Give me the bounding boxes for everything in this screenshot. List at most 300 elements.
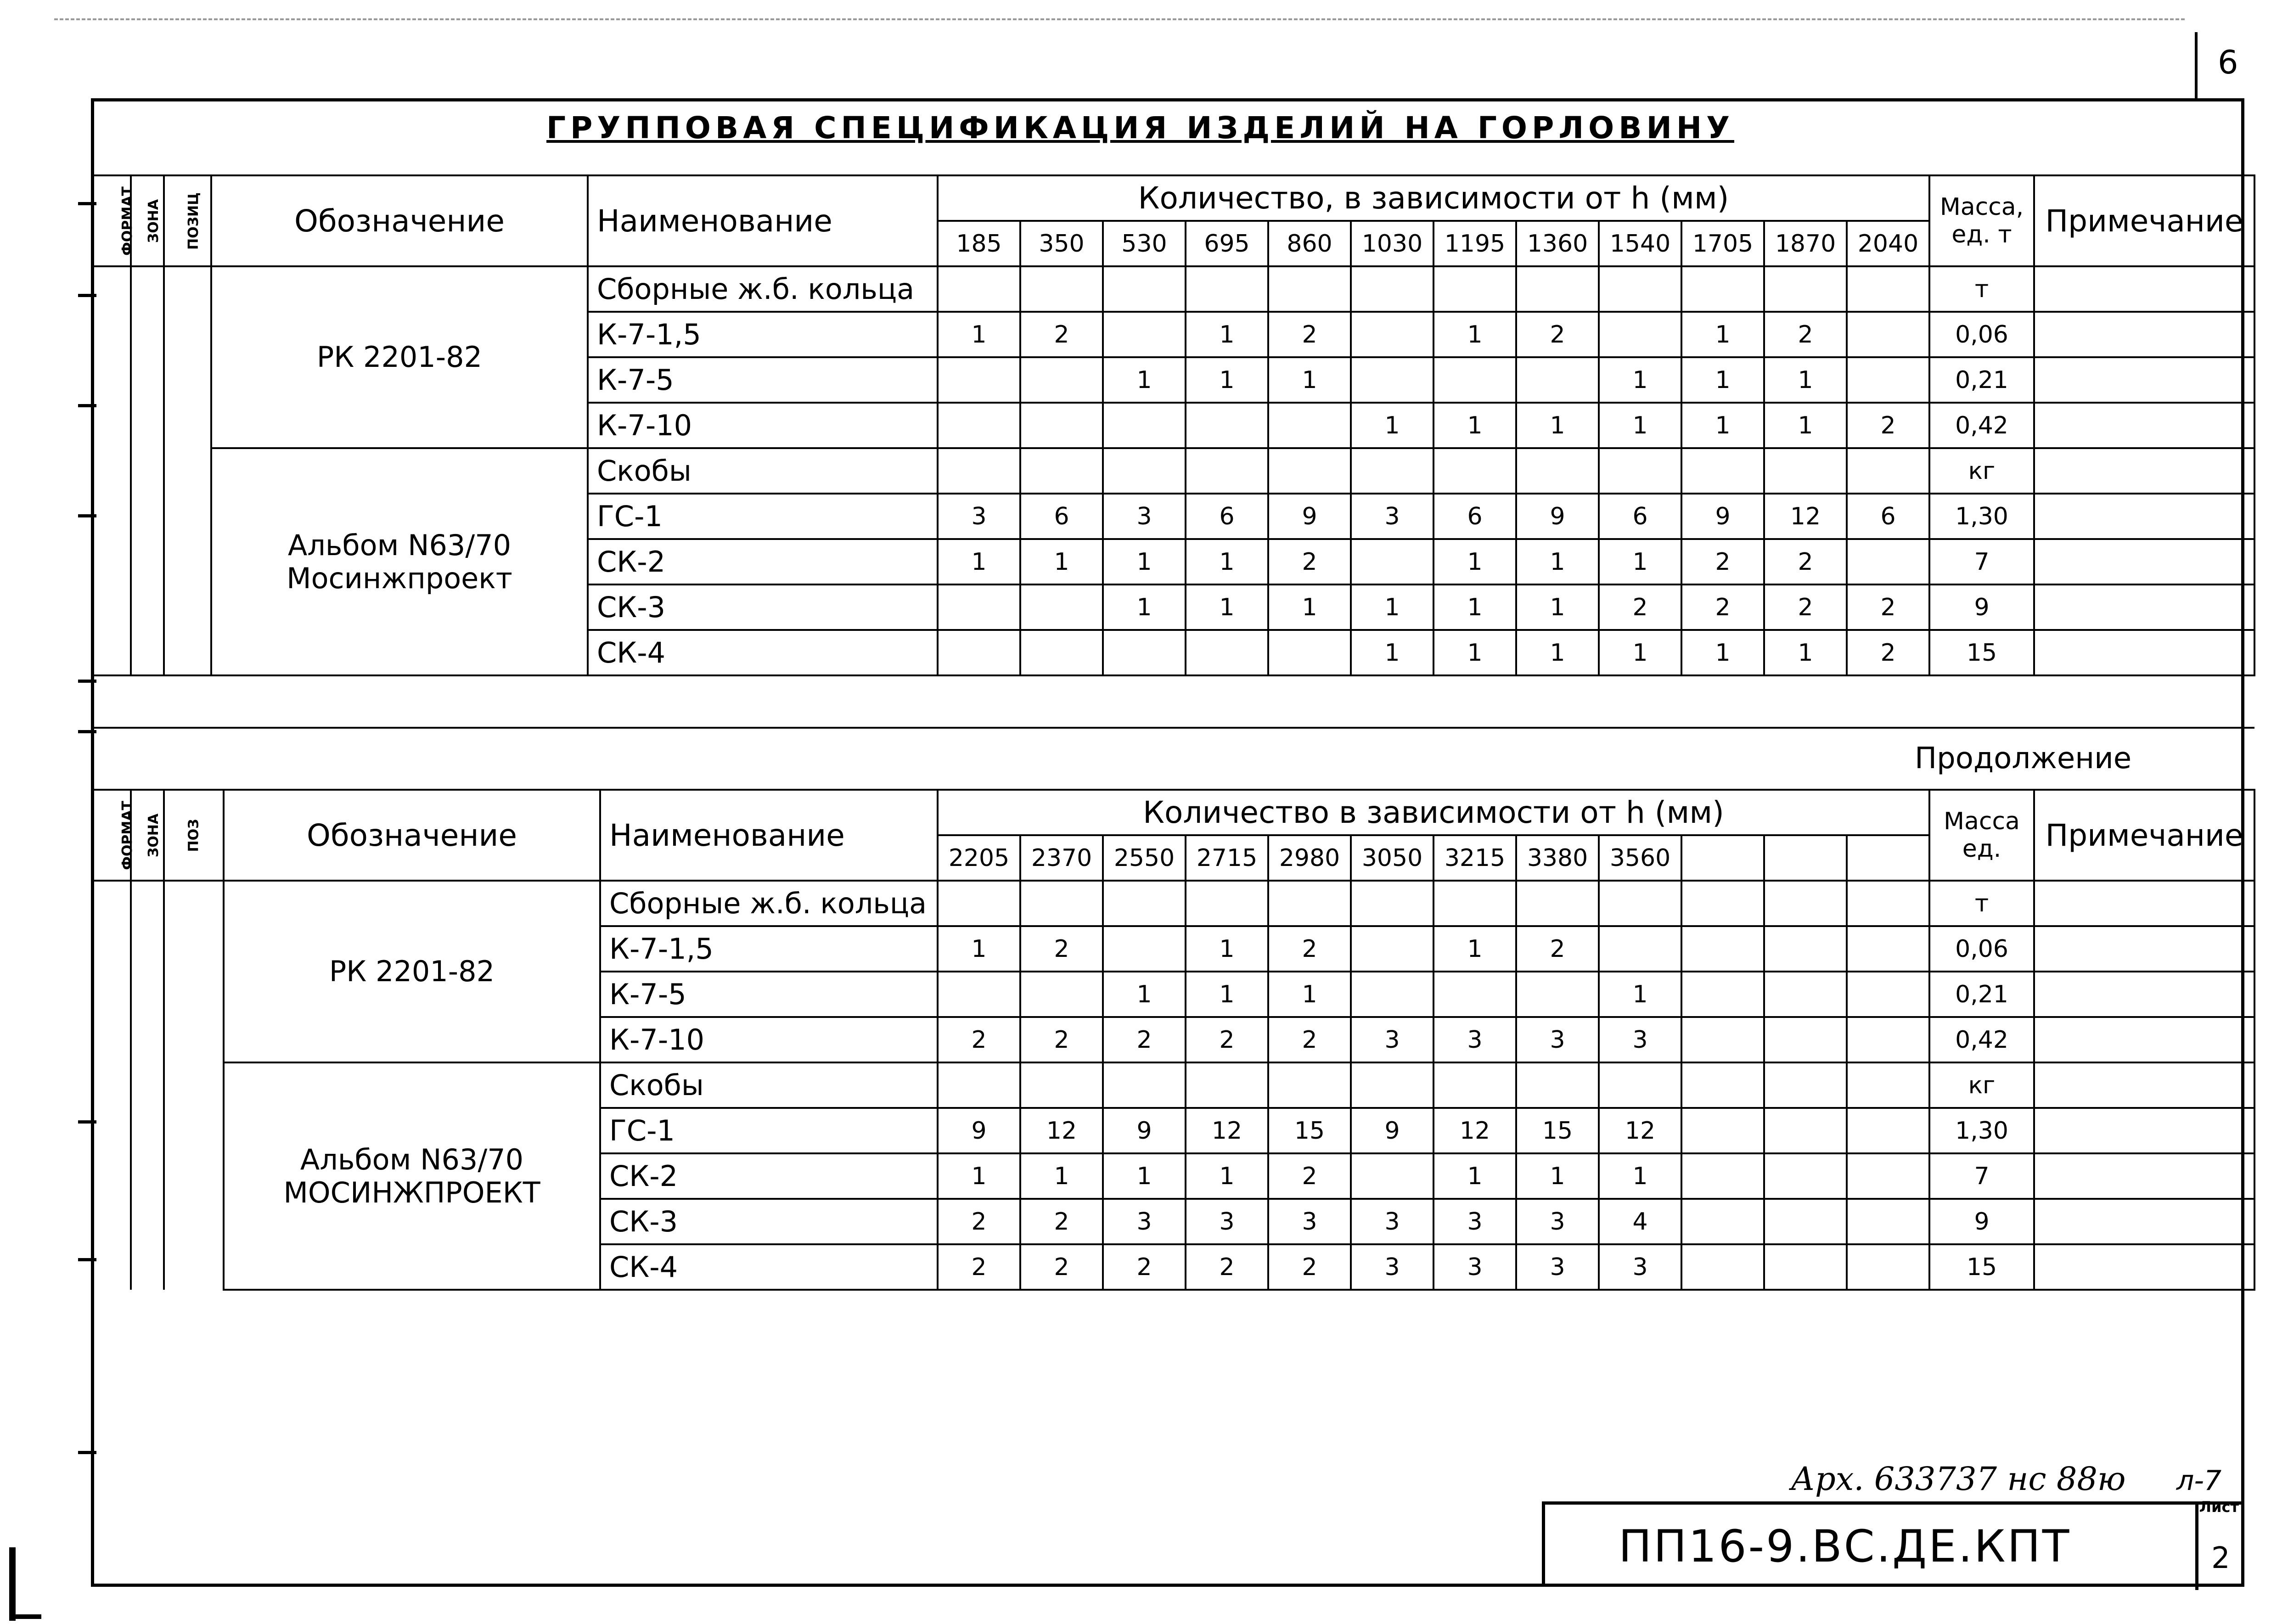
- quantity-cell: 1: [938, 1153, 1020, 1199]
- pos-cell: [164, 926, 224, 972]
- quantity-cell: 1: [1681, 312, 1764, 357]
- note-cell: [2034, 1017, 2254, 1062]
- format-cell: [92, 1108, 131, 1153]
- quantity-cell: 1: [1186, 1153, 1268, 1199]
- pos-cell: [164, 312, 211, 357]
- format-cell: [92, 881, 131, 926]
- unit-cell: кг: [1929, 1062, 2034, 1108]
- col-note-header: Примечание: [2034, 175, 2254, 266]
- quantity-cell: 12: [1764, 494, 1847, 539]
- designation-cell: [211, 448, 588, 675]
- quantity-cell: 3: [1186, 1199, 1268, 1244]
- item-name: К-7-1,5: [588, 312, 938, 357]
- quantity-cell: [1351, 312, 1434, 357]
- quantity-cell: [938, 972, 1020, 1017]
- format-cell: [92, 584, 131, 630]
- quantity-cell: 2: [1268, 312, 1351, 357]
- format-cell: [92, 630, 131, 675]
- height-cell: 350: [1020, 221, 1103, 266]
- title-block: [1542, 1498, 2244, 1587]
- zone-cell: [131, 403, 164, 448]
- quantity-cell: 1: [1351, 630, 1434, 675]
- quantity-cell: [1268, 403, 1351, 448]
- quantity-cell: [1103, 881, 1186, 926]
- note-cell: [2034, 357, 2254, 403]
- item-name: СК-3: [588, 584, 938, 630]
- height-cell: [1847, 835, 1929, 881]
- height-cell: 3050: [1351, 835, 1434, 881]
- height-cell: 530: [1103, 221, 1186, 266]
- quantity-cell: 1: [1434, 1153, 1516, 1199]
- zone-cell: [131, 1108, 164, 1153]
- quantity-cell: 1: [1516, 403, 1599, 448]
- quantity-cell: 2: [1103, 1244, 1186, 1290]
- note-cell: [2034, 972, 2254, 1017]
- quantity-cell: [1351, 266, 1434, 312]
- quantity-cell: 6: [1020, 494, 1103, 539]
- quantity-cell: 3: [1516, 1244, 1599, 1290]
- group-title: Скобы: [588, 448, 938, 494]
- col-mass-header: Масса, ед. т: [1929, 175, 2034, 266]
- quantity-cell: 2: [938, 1244, 1020, 1290]
- pos-cell: [164, 448, 211, 494]
- col-pos-header: ПОЗИЦ: [164, 175, 211, 266]
- mass-cell: 7: [1929, 1153, 2034, 1199]
- quantity-cell: 1: [1186, 357, 1268, 403]
- quantity-cell: [1847, 448, 1929, 494]
- height-cell: [1764, 835, 1847, 881]
- note-cell: [2034, 630, 2254, 675]
- note-cell: [2034, 403, 2254, 448]
- mass-cell: 0,06: [1929, 312, 2034, 357]
- quantity-cell: 2: [1186, 1244, 1268, 1290]
- quantity-cell: [1516, 972, 1599, 1017]
- quantity-cell: [1103, 630, 1186, 675]
- quantity-cell: 12: [1020, 1108, 1103, 1153]
- quantity-cell: [1847, 1244, 1929, 1290]
- quantity-cell: 1: [1599, 403, 1681, 448]
- group-title: Сборные ж.б. кольца: [588, 266, 938, 312]
- zone-cell: [131, 448, 164, 494]
- pos-cell: [164, 1062, 224, 1108]
- quantity-cell: 1: [1681, 403, 1764, 448]
- quantity-cell: [1847, 1062, 1929, 1108]
- item-name: К-7-10: [588, 403, 938, 448]
- quantity-cell: [1186, 403, 1268, 448]
- height-cell: 2040: [1847, 221, 1929, 266]
- item-name: СК-2: [600, 1153, 938, 1199]
- mass-cell: 1,30: [1929, 494, 2034, 539]
- mass-cell: 9: [1929, 1199, 2034, 1244]
- specification-table-2: [91, 789, 2255, 1291]
- quantity-cell: [1186, 1062, 1268, 1108]
- quantity-cell: 1: [1764, 403, 1847, 448]
- pos-cell: [164, 539, 211, 584]
- quantity-cell: 2: [938, 1017, 1020, 1062]
- page-number: 6: [2218, 44, 2238, 81]
- pos-cell: [164, 1153, 224, 1199]
- quantity-cell: 2: [1847, 584, 1929, 630]
- quantity-cell: 1: [1186, 584, 1268, 630]
- quantity-cell: 1: [1103, 357, 1186, 403]
- quantity-cell: 2: [1268, 1153, 1351, 1199]
- quantity-cell: 1: [1599, 539, 1681, 584]
- quantity-cell: 1: [1516, 539, 1599, 584]
- zone-cell: [131, 584, 164, 630]
- quantity-cell: 2: [1764, 312, 1847, 357]
- binding-tick: [78, 730, 96, 733]
- sheet-label: Лист: [2199, 1498, 2239, 1516]
- zone-cell: [131, 539, 164, 584]
- format-cell: [92, 1153, 131, 1199]
- quantity-cell: 6: [1599, 494, 1681, 539]
- quantity-cell: 2: [1847, 403, 1929, 448]
- sheet-reference: л-7: [2176, 1465, 2222, 1497]
- height-cell: 2980: [1268, 835, 1351, 881]
- quantity-cell: 15: [1516, 1108, 1599, 1153]
- pos-cell: [164, 357, 211, 403]
- note-cell: [2034, 539, 2254, 584]
- quantity-cell: 4: [1599, 1199, 1681, 1244]
- mass-cell: 0,21: [1929, 357, 2034, 403]
- quantity-cell: 1: [938, 539, 1020, 584]
- quantity-cell: [1599, 312, 1681, 357]
- pos-cell: [164, 1199, 224, 1244]
- quantity-cell: 9: [938, 1108, 1020, 1153]
- format-cell: [92, 312, 131, 357]
- quantity-cell: [1020, 584, 1103, 630]
- quantity-cell: 3: [1351, 1017, 1434, 1062]
- quantity-cell: 1: [1434, 539, 1516, 584]
- col-pos-header: ПОЗ: [164, 790, 224, 881]
- quantity-cell: [1847, 539, 1929, 584]
- mass-cell: 0,42: [1929, 1017, 2034, 1062]
- pos-cell: [164, 1244, 224, 1290]
- quantity-cell: 2: [1020, 926, 1103, 972]
- height-cell: 2205: [938, 835, 1020, 881]
- quantity-cell: [1681, 1153, 1764, 1199]
- quantity-cell: [1434, 266, 1516, 312]
- quantity-cell: [1599, 1062, 1681, 1108]
- zone-cell: [131, 972, 164, 1017]
- format-cell: [92, 494, 131, 539]
- format-cell: [92, 1199, 131, 1244]
- quantity-cell: 1: [1103, 539, 1186, 584]
- quantity-cell: 3: [1599, 1017, 1681, 1062]
- top-trim-line: [54, 18, 2185, 20]
- quantity-cell: [1351, 539, 1434, 584]
- zone-cell: [131, 266, 164, 312]
- quantity-cell: 3: [1599, 1244, 1681, 1290]
- quantity-cell: [1599, 266, 1681, 312]
- col-format-header: ФОРМАТ: [92, 790, 131, 881]
- quantity-cell: [1764, 1199, 1847, 1244]
- quantity-cell: 1: [938, 312, 1020, 357]
- zone-cell: [131, 1153, 164, 1199]
- quantity-cell: [1847, 1108, 1929, 1153]
- col-designation-header: Обозначение: [224, 790, 600, 881]
- zone-cell: [131, 357, 164, 403]
- quantity-cell: [1020, 403, 1103, 448]
- format-cell: [92, 1062, 131, 1108]
- quantity-cell: [1847, 1153, 1929, 1199]
- height-cell: 1705: [1681, 221, 1764, 266]
- quantity-cell: [1764, 1062, 1847, 1108]
- quantity-cell: 3: [1268, 1199, 1351, 1244]
- quantity-cell: [1351, 1153, 1434, 1199]
- quantity-cell: [1681, 1244, 1764, 1290]
- item-name: ГС-1: [588, 494, 938, 539]
- col-zone-header: ЗОНА: [131, 790, 164, 881]
- item-name: К-7-5: [600, 972, 938, 1017]
- quantity-cell: [1268, 881, 1351, 926]
- quantity-cell: 2: [1681, 584, 1764, 630]
- col-quantity-header: Количество, в зависимости от h (мм): [938, 175, 1929, 221]
- binding-tick: [78, 1451, 96, 1454]
- col-designation-header: Обозначение: [211, 175, 588, 266]
- item-name: К-7-1,5: [600, 926, 938, 972]
- quantity-cell: 1: [1764, 630, 1847, 675]
- note-cell: [2034, 881, 2254, 926]
- quantity-cell: [1847, 312, 1929, 357]
- note-cell: [2034, 312, 2254, 357]
- item-name: СК-2: [588, 539, 938, 584]
- quantity-cell: [1351, 881, 1434, 926]
- format-cell: [92, 926, 131, 972]
- height-cell: 3560: [1599, 835, 1681, 881]
- quantity-cell: [1434, 1062, 1516, 1108]
- height-cell: 1540: [1599, 221, 1681, 266]
- quantity-cell: [1847, 881, 1929, 926]
- note-cell: [2034, 1108, 2254, 1153]
- quantity-cell: 1: [1268, 357, 1351, 403]
- quantity-cell: 1: [1186, 926, 1268, 972]
- note-cell: [2034, 1199, 2254, 1244]
- quantity-cell: [1020, 357, 1103, 403]
- quantity-cell: 3: [1434, 1244, 1516, 1290]
- quantity-cell: 2: [1764, 539, 1847, 584]
- pos-cell: [164, 403, 211, 448]
- archive-note: Арх. 633737 нс 88ю: [1791, 1460, 2126, 1498]
- spacer-row: [92, 675, 2254, 728]
- group-header-row: [92, 881, 2254, 926]
- col-name-header: Наименование: [588, 175, 938, 266]
- quantity-cell: 1: [1351, 584, 1434, 630]
- quantity-cell: 2: [1103, 1017, 1186, 1062]
- quantity-cell: [1434, 881, 1516, 926]
- format-cell: [92, 539, 131, 584]
- quantity-cell: [1103, 312, 1186, 357]
- height-cell: 3380: [1516, 835, 1599, 881]
- quantity-cell: 1: [1434, 584, 1516, 630]
- quantity-cell: [1186, 881, 1268, 926]
- quantity-cell: [938, 630, 1020, 675]
- quantity-cell: 2: [1764, 584, 1847, 630]
- quantity-cell: 1: [1268, 972, 1351, 1017]
- quantity-cell: [1020, 630, 1103, 675]
- height-cell: 1870: [1764, 221, 1847, 266]
- quantity-cell: [1186, 630, 1268, 675]
- pos-cell: [164, 494, 211, 539]
- quantity-cell: [938, 584, 1020, 630]
- quantity-cell: 6: [1847, 494, 1929, 539]
- mass-cell: 0,21: [1929, 972, 2034, 1017]
- quantity-cell: [1764, 448, 1847, 494]
- mass-cell: 1,30: [1929, 1108, 2034, 1153]
- quantity-cell: [1020, 881, 1103, 926]
- zone-cell: [131, 881, 164, 926]
- quantity-cell: [1020, 1062, 1103, 1108]
- pos-cell: [164, 972, 224, 1017]
- height-cell: 1360: [1516, 221, 1599, 266]
- quantity-cell: 2: [1847, 630, 1929, 675]
- quantity-cell: [938, 266, 1020, 312]
- quantity-cell: 1: [1186, 539, 1268, 584]
- quantity-cell: 3: [938, 494, 1020, 539]
- quantity-cell: [1516, 881, 1599, 926]
- quantity-cell: 1: [1434, 312, 1516, 357]
- zone-cell: [131, 926, 164, 972]
- corner-mark: [9, 1547, 16, 1621]
- quantity-cell: [1020, 448, 1103, 494]
- mass-cell: 7: [1929, 539, 2034, 584]
- quantity-cell: 3: [1351, 494, 1434, 539]
- format-cell: [92, 357, 131, 403]
- quantity-cell: [1681, 1199, 1764, 1244]
- unit-cell: кг: [1929, 448, 2034, 494]
- quantity-cell: [1103, 266, 1186, 312]
- group-title: Скобы: [600, 1062, 938, 1108]
- item-name: ГС-1: [600, 1108, 938, 1153]
- col-name-header: Наименование: [600, 790, 938, 881]
- quantity-cell: 2: [1268, 539, 1351, 584]
- quantity-cell: [1847, 1017, 1929, 1062]
- quantity-cell: 1: [1599, 357, 1681, 403]
- group-header-row: [92, 1062, 2254, 1108]
- quantity-cell: [1186, 266, 1268, 312]
- zone-cell: [131, 1244, 164, 1290]
- quantity-cell: 3: [1351, 1199, 1434, 1244]
- format-cell: [92, 266, 131, 312]
- format-cell: [92, 1017, 131, 1062]
- quantity-cell: [1681, 926, 1764, 972]
- zone-cell: [131, 312, 164, 357]
- format-cell: [92, 1244, 131, 1290]
- quantity-cell: 3: [1103, 494, 1186, 539]
- quantity-cell: [1103, 403, 1186, 448]
- quantity-cell: [1847, 266, 1929, 312]
- col-format-header: ФОРМАТ: [92, 175, 131, 266]
- quantity-cell: [1599, 881, 1681, 926]
- quantity-cell: [1103, 1062, 1186, 1108]
- quantity-cell: 1: [1103, 972, 1186, 1017]
- quantity-cell: 1: [1681, 630, 1764, 675]
- quantity-cell: 2: [1516, 926, 1599, 972]
- quantity-cell: [1847, 1199, 1929, 1244]
- col-zone-header: ЗОНА: [131, 175, 164, 266]
- quantity-cell: 1: [1516, 584, 1599, 630]
- quantity-cell: [1268, 630, 1351, 675]
- quantity-cell: [1268, 448, 1351, 494]
- height-cell: 860: [1268, 221, 1351, 266]
- quantity-cell: [1020, 972, 1103, 1017]
- unit-cell: т: [1929, 266, 2034, 312]
- quantity-cell: 9: [1516, 494, 1599, 539]
- note-cell: [2034, 494, 2254, 539]
- quantity-cell: 9: [1351, 1108, 1434, 1153]
- pos-cell: [164, 881, 224, 926]
- quantity-cell: [1351, 972, 1434, 1017]
- quantity-cell: 1: [1103, 584, 1186, 630]
- quantity-cell: 1: [1434, 926, 1516, 972]
- mass-cell: 0,06: [1929, 926, 2034, 972]
- designation-cell: РК 2201-82: [211, 266, 588, 448]
- quantity-cell: 1: [1434, 403, 1516, 448]
- col-mass-header: Масса ед.: [1929, 790, 2034, 881]
- quantity-cell: [1681, 1062, 1764, 1108]
- quantity-cell: [1764, 972, 1847, 1017]
- quantity-cell: 2: [1020, 312, 1103, 357]
- quantity-cell: [1764, 1244, 1847, 1290]
- quantity-cell: 3: [1516, 1199, 1599, 1244]
- quantity-cell: [1764, 1108, 1847, 1153]
- quantity-cell: [1351, 357, 1434, 403]
- quantity-cell: 3: [1103, 1199, 1186, 1244]
- quantity-cell: 1: [1599, 630, 1681, 675]
- height-cell: 2550: [1103, 835, 1186, 881]
- quantity-cell: 2: [1186, 1017, 1268, 1062]
- zone-cell: [131, 1062, 164, 1108]
- quantity-cell: [1351, 926, 1434, 972]
- pos-cell: [164, 1017, 224, 1062]
- pos-cell: [164, 630, 211, 675]
- quantity-cell: [1351, 448, 1434, 494]
- quantity-cell: 9: [1103, 1108, 1186, 1153]
- group-header-row: [92, 448, 2254, 494]
- quantity-cell: 1: [1681, 357, 1764, 403]
- corner-mark: [9, 1614, 41, 1619]
- designation-line: Альбом N63/70: [287, 528, 512, 562]
- zone-cell: [131, 1199, 164, 1244]
- quantity-cell: [1681, 1017, 1764, 1062]
- quantity-cell: [1764, 1153, 1847, 1199]
- height-cell: 695: [1186, 221, 1268, 266]
- quantity-cell: [1847, 357, 1929, 403]
- quantity-cell: [1103, 448, 1186, 494]
- height-cell: 1030: [1351, 221, 1434, 266]
- quantity-cell: 2: [1268, 1244, 1351, 1290]
- note-cell: [2034, 1153, 2254, 1199]
- quantity-cell: 1: [1516, 1153, 1599, 1199]
- quantity-cell: [1681, 881, 1764, 926]
- quantity-cell: [1847, 972, 1929, 1017]
- unit-cell: т: [1929, 881, 2034, 926]
- quantity-cell: [1020, 266, 1103, 312]
- quantity-cell: 1: [1351, 403, 1434, 448]
- quantity-cell: [1516, 266, 1599, 312]
- height-cell: 3215: [1434, 835, 1516, 881]
- height-cell: 2370: [1020, 835, 1103, 881]
- quantity-cell: 1: [1434, 630, 1516, 675]
- quantity-cell: 1: [1599, 1153, 1681, 1199]
- quantity-cell: [1434, 448, 1516, 494]
- quantity-cell: 12: [1186, 1108, 1268, 1153]
- quantity-cell: [1764, 1017, 1847, 1062]
- quantity-cell: 1: [938, 926, 1020, 972]
- note-cell: [2034, 1244, 2254, 1290]
- quantity-cell: 2: [1599, 584, 1681, 630]
- page-number-divider: [2195, 32, 2198, 99]
